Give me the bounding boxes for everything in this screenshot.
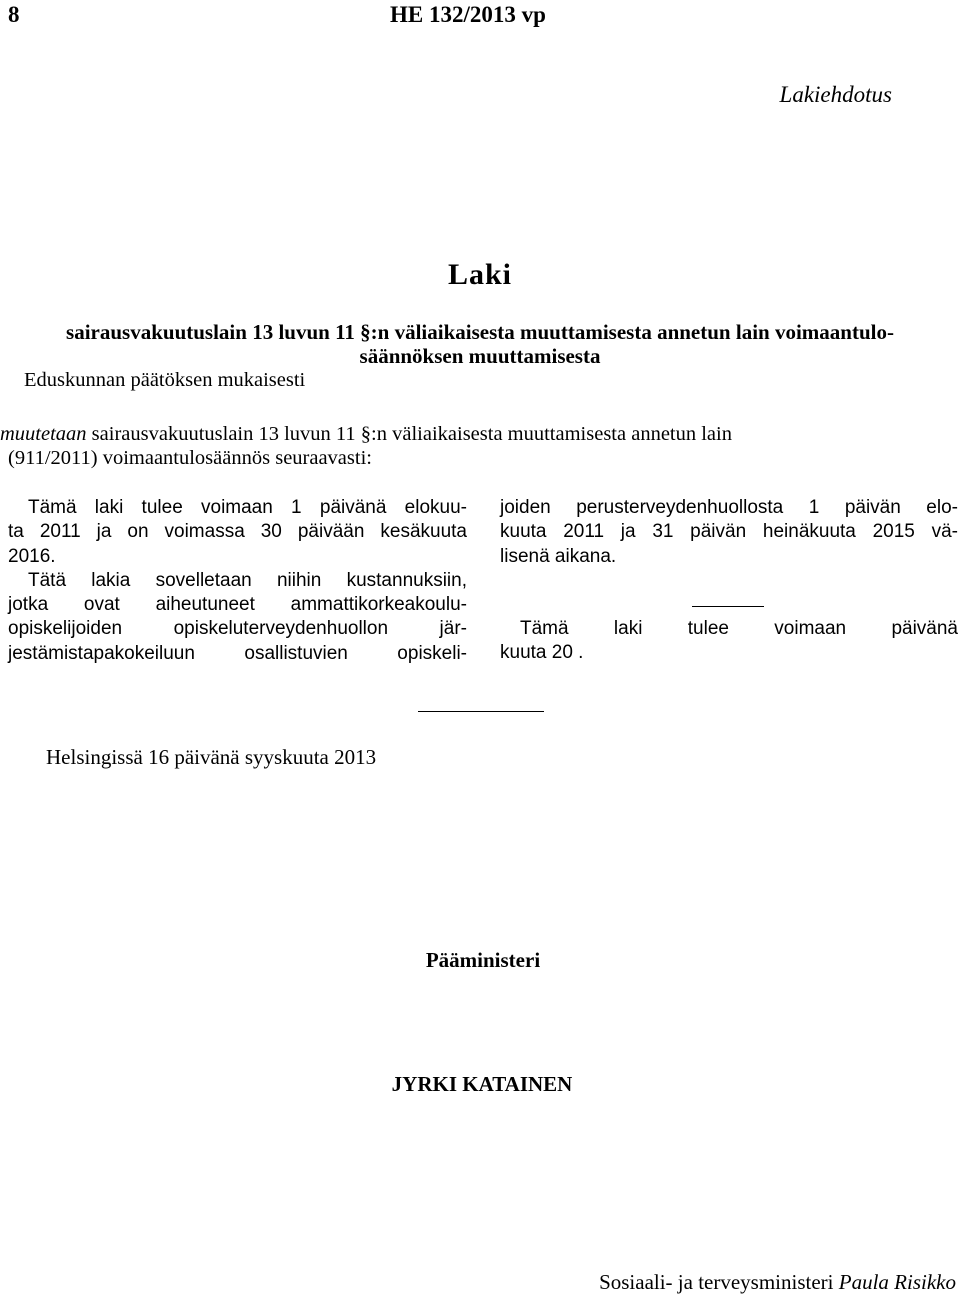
page-number: 8 bbox=[8, 2, 20, 27]
minister-title: Sosiaali- ja terveysministeri bbox=[599, 1270, 834, 1294]
section-divider-rule bbox=[692, 606, 764, 607]
preamble-amendment-text: sairausvakuutuslain 13 luvun 11 §:n väliaikaisesta muuttamisesta annetun lain bbox=[86, 423, 732, 445]
law-subtitle bbox=[0, 320, 960, 368]
law-heading: Laki bbox=[447, 258, 513, 291]
body-line: jestämistapakokeiluun osallistuvien opiskeli- bbox=[8, 642, 467, 664]
signature-place-date: Helsingissä 16 päivänä syyskuuta 2013 bbox=[46, 745, 377, 769]
law-subtitle-line-1: sairausvakuutuslain 13 luvun 11 §:n väliaikaisesta muuttamisesta annetun lain voimaantulo- bbox=[66, 320, 894, 344]
entry-into-force-line: kuuta 20 . bbox=[500, 642, 584, 664]
prime-minister-name: JYRKI KATAINEN bbox=[391, 1072, 573, 1096]
body-line: jotka ovat aiheutuneet ammattikorkeakoulu- bbox=[8, 594, 467, 616]
section-divider-rule bbox=[418, 711, 544, 712]
minister-signature bbox=[599, 1270, 956, 1295]
body-line: Tätä lakia sovelletaan niihin kustannuksiin, bbox=[28, 569, 467, 591]
entry-into-force-line: Tämä laki tulee voimaan päivänä bbox=[520, 617, 958, 639]
body-line: 2016. bbox=[8, 545, 56, 567]
body-line: joiden perusterveydenhuollosta 1 päivän elo- bbox=[500, 497, 958, 518]
body-line: ta 2011 ja on voimassa 30 päivään kesäkuuta bbox=[8, 521, 467, 543]
preamble-amendment bbox=[0, 422, 960, 446]
body-right-column bbox=[500, 496, 958, 665]
document-type-label: Lakiehdotus bbox=[779, 82, 892, 107]
preamble-amendment-verb: muutetaan bbox=[0, 423, 87, 445]
law-subtitle-line-2: säännöksen muuttamisesta bbox=[359, 344, 601, 368]
body-left-column bbox=[8, 496, 467, 666]
body-line: opiskelijoiden opiskeluterveydenhuollon jär- bbox=[8, 618, 467, 640]
body-line: lisenä aikana. bbox=[500, 545, 617, 567]
minister-name: Paula Risikko bbox=[838, 1270, 956, 1294]
document-id: HE 132/2013 vp bbox=[390, 2, 546, 27]
prime-minister-title: Pääministeri bbox=[425, 948, 541, 972]
preamble-amendment-continued: (911/2011) voimaantulosäännös seuraavasti: bbox=[8, 447, 372, 469]
column-spacer bbox=[500, 569, 958, 617]
body-line: kuuta 2011 ja 31 päivän heinäkuuta 2015 vä- bbox=[500, 521, 958, 543]
body-line: Tämä laki tulee voimaan 1 päivänä elokuu- bbox=[28, 497, 467, 518]
preamble-enactment: Eduskunnan päätöksen mukaisesti bbox=[24, 369, 306, 391]
